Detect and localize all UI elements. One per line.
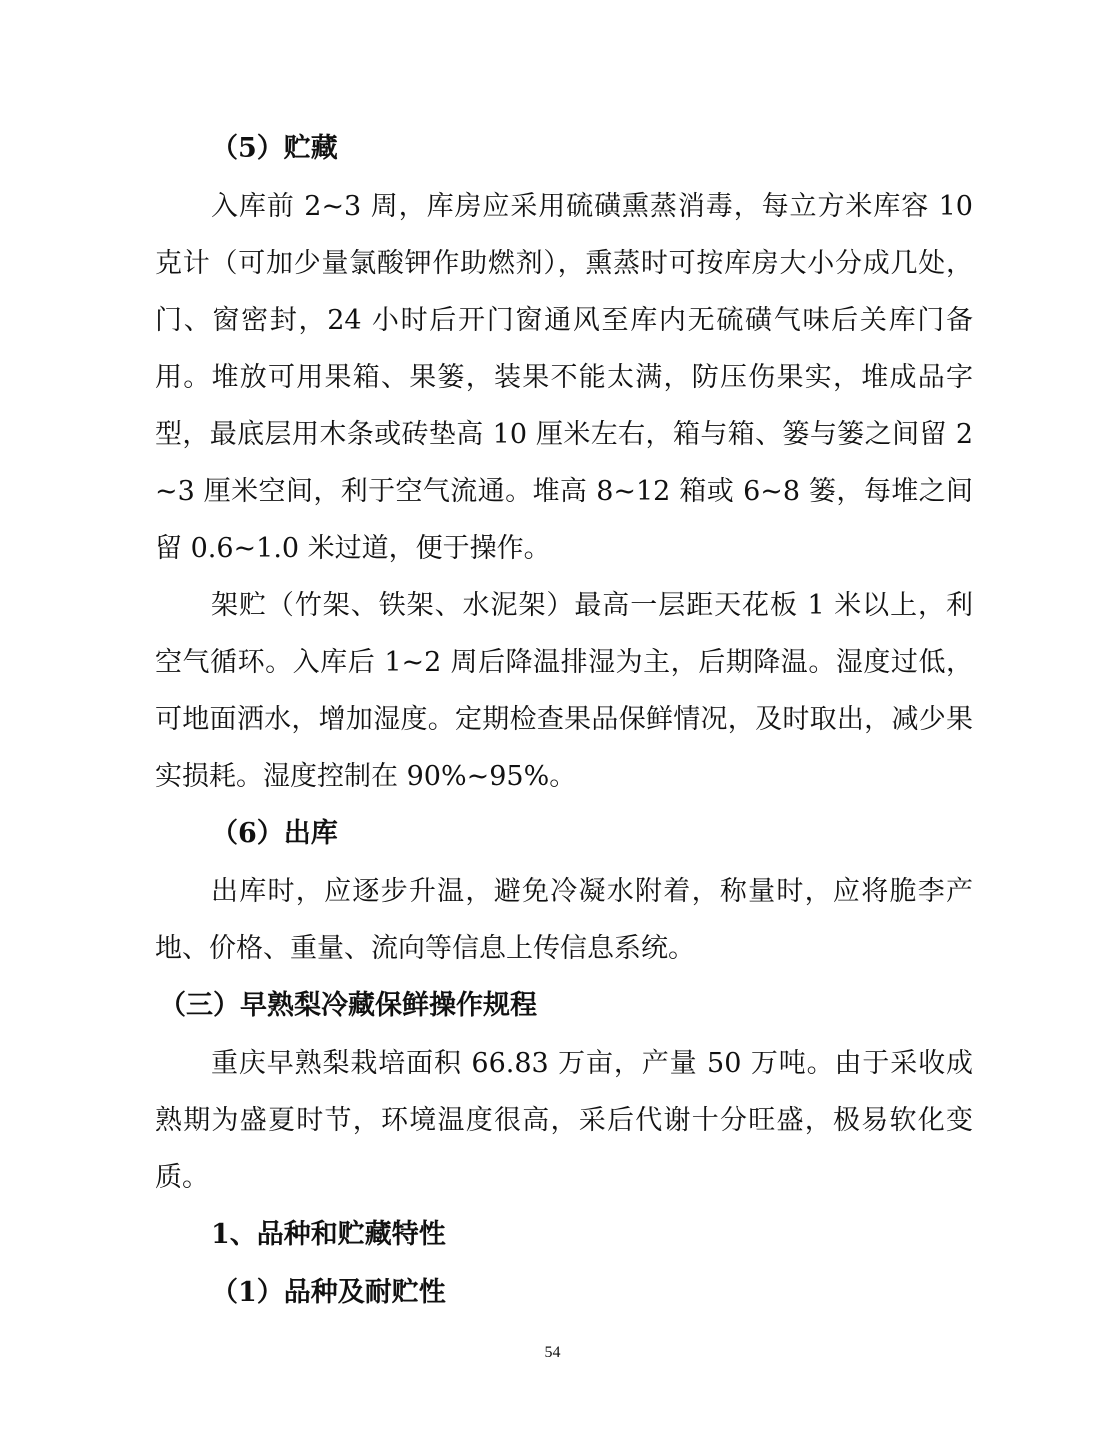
heading-outbound: （6）出库	[211, 818, 338, 849]
paragraph-outbound: 出库时，应逐步升温，避免冷凝水附着，称量时，应将脆李产地、价格、重量、流向等信息上传信息系统。	[155, 876, 973, 964]
paragraph-rack-storage: 架贮（竹架、铁架、水泥架）最高一层距天花板 1 米以上，利空气循环。入库后 1~2 周后降温排湿为主，后期降温。湿度过低，可地面洒水，增加湿度。定期检查果品保鲜情况，及时取出，减少果实损耗。湿度控制在 90%~95%。	[155, 590, 973, 792]
document-body	[155, 120, 973, 1322]
page-number: 54	[544, 1344, 561, 1361]
heading-variety-storage: 1、品种和贮藏特性	[211, 1219, 446, 1250]
paragraph-early-pear-intro: 重庆早熟梨栽培面积 66.83 万亩，产量 50 万吨。由于采收成熟期为盛夏时节，环境温度很高，采后代谢十分旺盛，极易软化变质。	[155, 1048, 973, 1193]
heading-variety-durability: （1）品种及耐贮性	[211, 1277, 446, 1308]
paragraph-storage-prep: 入库前 2~3 周，库房应采用硫磺熏蒸消毒，每立方米库容 10 克计（可加少量氯酸钾作助燃剂），熏蒸时可按库房大小分成几处，门、窗密封，24 小时后开门窗通风至库内无硫磺气味后关库门备用。堆放可用果箱、果篓，装果不能太满，防压伤果实，堆成品字型，最底层用木条或砖垫高 10 厘米左右，箱与箱、篓与篓之间留 2~3 厘米空间，利于空气流通。堆高 8~12 箱或 6~8 篓，每堆之间留 0.6~1.0 米过道，便于操作。	[155, 191, 973, 564]
heading-section-early-pear: （三）早熟梨冷藏保鲜操作规程	[159, 990, 537, 1021]
heading-storage: （5）贮藏	[211, 133, 338, 164]
